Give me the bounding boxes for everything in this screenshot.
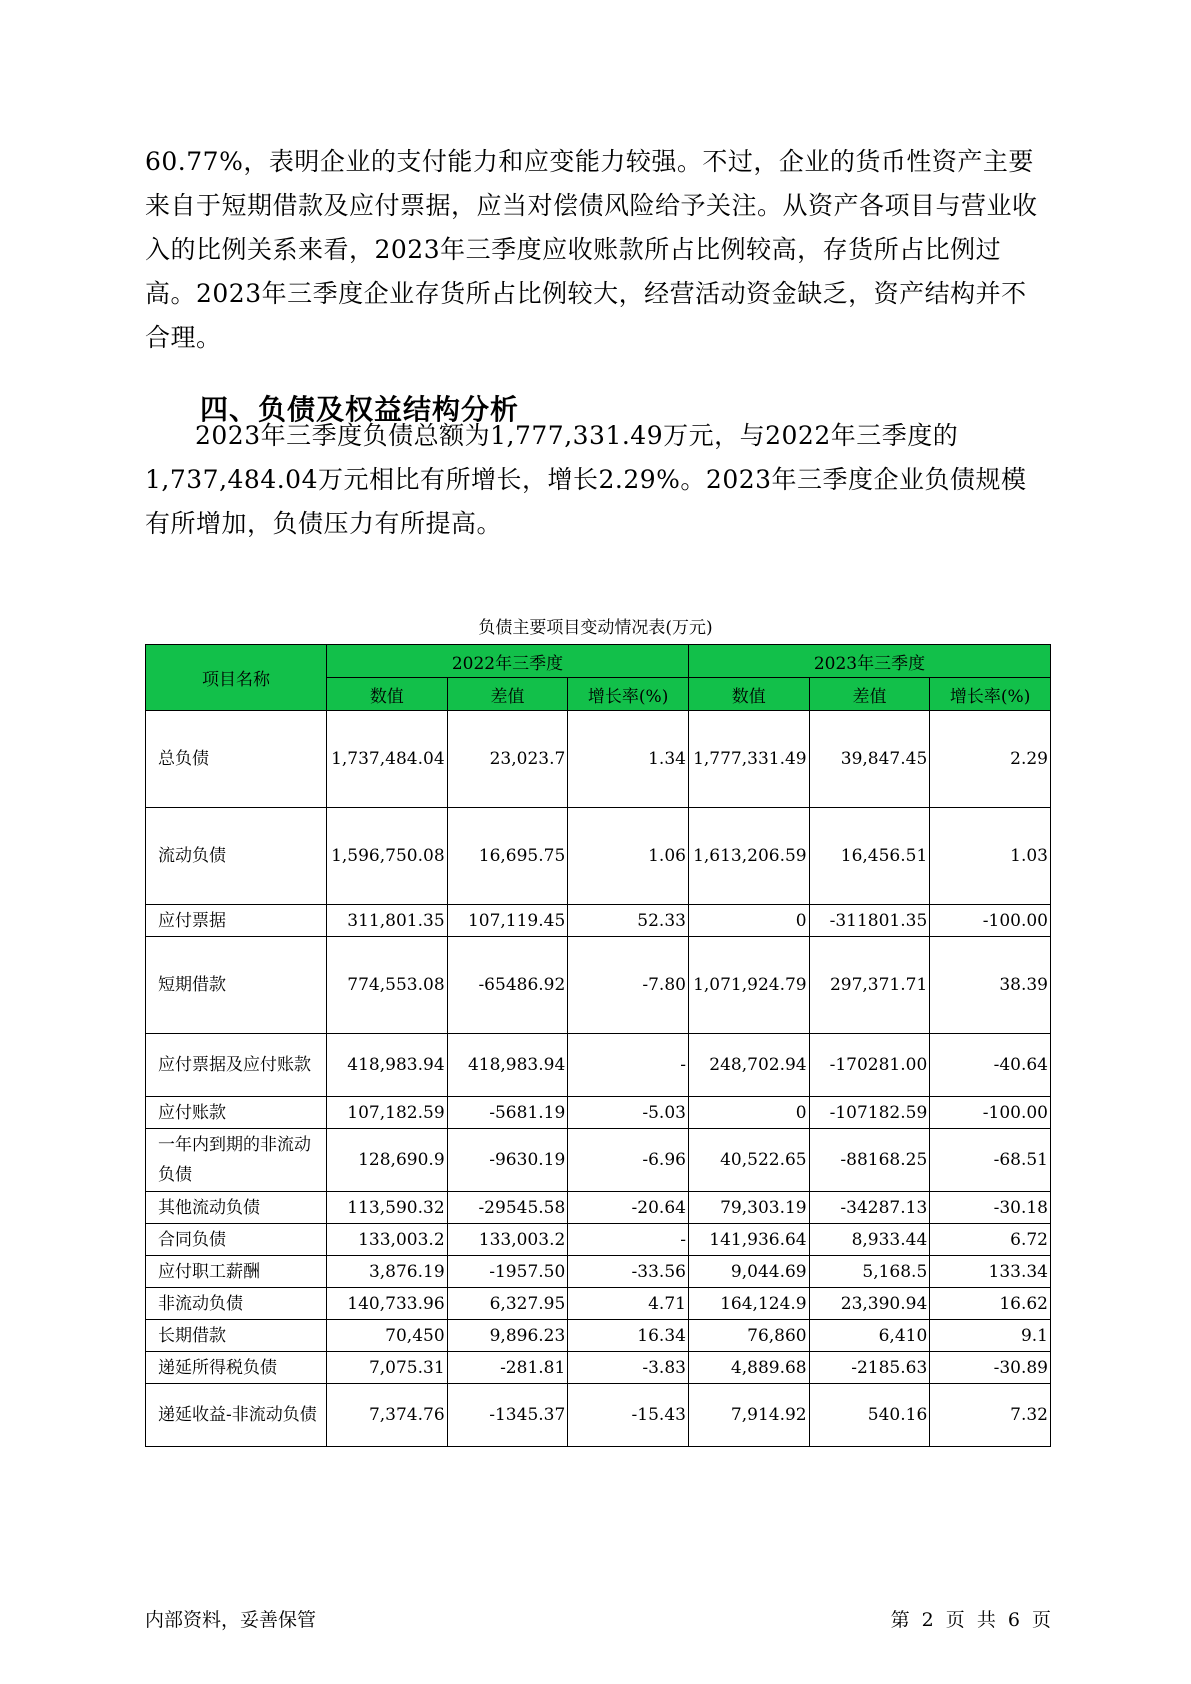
diff-2022: 23,023.7	[447, 711, 568, 808]
growth-2023: 9.1	[930, 1320, 1051, 1352]
growth-2023: 6.72	[930, 1224, 1051, 1256]
growth-2023: -30.18	[930, 1192, 1051, 1224]
row-name: 长期借款	[146, 1320, 327, 1352]
value-2023: 164,124.9	[688, 1288, 809, 1320]
header-item-name: 项目名称	[146, 645, 327, 711]
header-period-2022: 2022年三季度	[326, 645, 688, 678]
row-name: 短期借款	[146, 937, 327, 1034]
value-2022: 113,590.32	[326, 1192, 447, 1224]
value-2022: 133,003.2	[326, 1224, 447, 1256]
diff-2022: -9630.19	[447, 1129, 568, 1192]
table-caption: 负债主要项目变动情况表(万元)	[478, 618, 713, 638]
growth-2022: -7.80	[568, 937, 689, 1034]
row-name: 非流动负债	[146, 1288, 327, 1320]
table-row	[146, 1352, 1051, 1384]
diff-2023: 297,371.71	[809, 937, 930, 1034]
diff-2023: 8,933.44	[809, 1224, 930, 1256]
table-row	[146, 1192, 1051, 1224]
table-row	[146, 711, 1051, 808]
table-row	[146, 1384, 1051, 1447]
row-name: 流动负债	[146, 808, 327, 905]
diff-2023: 39,847.45	[809, 711, 930, 808]
value-2023: 7,914.92	[688, 1384, 809, 1447]
diff-2022: 107,119.45	[447, 905, 568, 937]
growth-2023: -30.89	[930, 1352, 1051, 1384]
diff-2022: -281.81	[447, 1352, 568, 1384]
growth-2023: -40.64	[930, 1034, 1051, 1097]
row-name: 应付票据及应付账款	[146, 1034, 327, 1097]
diff-2022: -1957.50	[447, 1256, 568, 1288]
growth-2022: 1.34	[568, 711, 689, 808]
header-growth-2022: 增长率(%)	[568, 678, 689, 711]
growth-2022: -5.03	[568, 1097, 689, 1129]
growth-2022: 4.71	[568, 1288, 689, 1320]
table-row	[146, 1288, 1051, 1320]
diff-2023: 16,456.51	[809, 808, 930, 905]
row-name: 应付账款	[146, 1097, 327, 1129]
diff-2022: -65486.92	[447, 937, 568, 1034]
table-row	[146, 1320, 1051, 1352]
header-value-2023: 数值	[688, 678, 809, 711]
value-2023: 79,303.19	[688, 1192, 809, 1224]
row-name: 递延所得税负债	[146, 1352, 327, 1384]
value-2023: 1,777,331.49	[688, 711, 809, 808]
growth-2023: -100.00	[930, 1097, 1051, 1129]
value-2022: 1,737,484.04	[326, 711, 447, 808]
table-row	[146, 1034, 1051, 1097]
diff-2022: -1345.37	[447, 1384, 568, 1447]
row-name: 递延收益-非流动负债	[146, 1384, 327, 1447]
growth-2023: 7.32	[930, 1384, 1051, 1447]
growth-2023: 16.62	[930, 1288, 1051, 1320]
value-2023: 40,522.65	[688, 1129, 809, 1192]
diff-2023: -34287.13	[809, 1192, 930, 1224]
diff-2023: -107182.59	[809, 1097, 930, 1129]
growth-2022: -33.56	[568, 1256, 689, 1288]
diff-2022: 6,327.95	[447, 1288, 568, 1320]
value-2022: 774,553.08	[326, 937, 447, 1034]
growth-2022: -3.83	[568, 1352, 689, 1384]
growth-2022: 1.06	[568, 808, 689, 905]
header-period-2023: 2023年三季度	[688, 645, 1050, 678]
table-row	[146, 937, 1051, 1034]
page-number: 第 2 页 共 6 页	[890, 1609, 1051, 1631]
liability-table	[145, 644, 1051, 1447]
table-row	[146, 1224, 1051, 1256]
value-2022: 1,596,750.08	[326, 808, 447, 905]
diff-2023: 6,410	[809, 1320, 930, 1352]
value-2022: 140,733.96	[326, 1288, 447, 1320]
growth-2022: -6.96	[568, 1129, 689, 1192]
growth-2023: -68.51	[930, 1129, 1051, 1192]
body-paragraph: 2023年三季度负债总额为1,777,331.49万元，与2022年三季度的1,737,484.04万元相比有所增长，增长2.29%。2023年三季度企业负债规模有所增加，负债压力有所提高。	[145, 421, 1027, 538]
table-row	[146, 905, 1051, 937]
table-row	[146, 1129, 1051, 1192]
header-value-2022: 数值	[326, 678, 447, 711]
growth-2022: 52.33	[568, 905, 689, 937]
diff-2022: 9,896.23	[447, 1320, 568, 1352]
value-2023: 1,613,206.59	[688, 808, 809, 905]
header-diff-2022: 差值	[447, 678, 568, 711]
row-name: 其他流动负债	[146, 1192, 327, 1224]
growth-2023: -100.00	[930, 905, 1051, 937]
diff-2023: -311801.35	[809, 905, 930, 937]
value-2023: 1,071,924.79	[688, 937, 809, 1034]
growth-2023: 1.03	[930, 808, 1051, 905]
diff-2023: 540.16	[809, 1384, 930, 1447]
row-name: 应付票据	[146, 905, 327, 937]
growth-2023: 2.29	[930, 711, 1051, 808]
value-2023: 0	[688, 905, 809, 937]
diff-2023: 5,168.5	[809, 1256, 930, 1288]
header-diff-2023: 差值	[809, 678, 930, 711]
table-row	[146, 808, 1051, 905]
growth-2022: -20.64	[568, 1192, 689, 1224]
value-2022: 3,876.19	[326, 1256, 447, 1288]
intro-paragraph: 60.77%，表明企业的支付能力和应变能力较强。不过，企业的货币性资产主要来自于短期借款及应付票据，应当对偿债风险给予关注。从资产各项目与营业收入的比例关系来看，2023年三季度应收账款所占比例较高，存货所占比例过高。2023年三季度企业存货所占比例较大，经营活动资金缺乏，资产结构并不合理。	[145, 147, 1038, 352]
row-name: 合同负债	[146, 1224, 327, 1256]
diff-2023: -88168.25	[809, 1129, 930, 1192]
diff-2023: 23,390.94	[809, 1288, 930, 1320]
value-2022: 418,983.94	[326, 1034, 447, 1097]
value-2023: 4,889.68	[688, 1352, 809, 1384]
value-2023: 141,936.64	[688, 1224, 809, 1256]
growth-2022: -	[568, 1224, 689, 1256]
row-name: 总负债	[146, 711, 327, 808]
diff-2023: -2185.63	[809, 1352, 930, 1384]
value-2022: 7,075.31	[326, 1352, 447, 1384]
value-2023: 9,044.69	[688, 1256, 809, 1288]
growth-2022: -15.43	[568, 1384, 689, 1447]
value-2022: 311,801.35	[326, 905, 447, 937]
diff-2022: 133,003.2	[447, 1224, 568, 1256]
footer-confidential-note: 内部资料，妥善保管	[145, 1609, 317, 1631]
row-name: 一年内到期的非流动负债	[146, 1129, 327, 1192]
value-2023: 76,860	[688, 1320, 809, 1352]
value-2022: 70,450	[326, 1320, 447, 1352]
growth-2023: 38.39	[930, 937, 1051, 1034]
diff-2022: -29545.58	[447, 1192, 568, 1224]
row-name: 应付职工薪酬	[146, 1256, 327, 1288]
value-2022: 107,182.59	[326, 1097, 447, 1129]
diff-2022: 418,983.94	[447, 1034, 568, 1097]
section-heading: 四、负债及权益结构分析	[200, 393, 520, 426]
diff-2022: 16,695.75	[447, 808, 568, 905]
table-row	[146, 1097, 1051, 1129]
value-2022: 128,690.9	[326, 1129, 447, 1192]
header-growth-2023: 增长率(%)	[930, 678, 1051, 711]
value-2023: 248,702.94	[688, 1034, 809, 1097]
value-2023: 0	[688, 1097, 809, 1129]
growth-2022: -	[568, 1034, 689, 1097]
table-row	[146, 1256, 1051, 1288]
growth-2023: 133.34	[930, 1256, 1051, 1288]
diff-2022: -5681.19	[447, 1097, 568, 1129]
diff-2023: -170281.00	[809, 1034, 930, 1097]
growth-2022: 16.34	[568, 1320, 689, 1352]
value-2022: 7,374.76	[326, 1384, 447, 1447]
